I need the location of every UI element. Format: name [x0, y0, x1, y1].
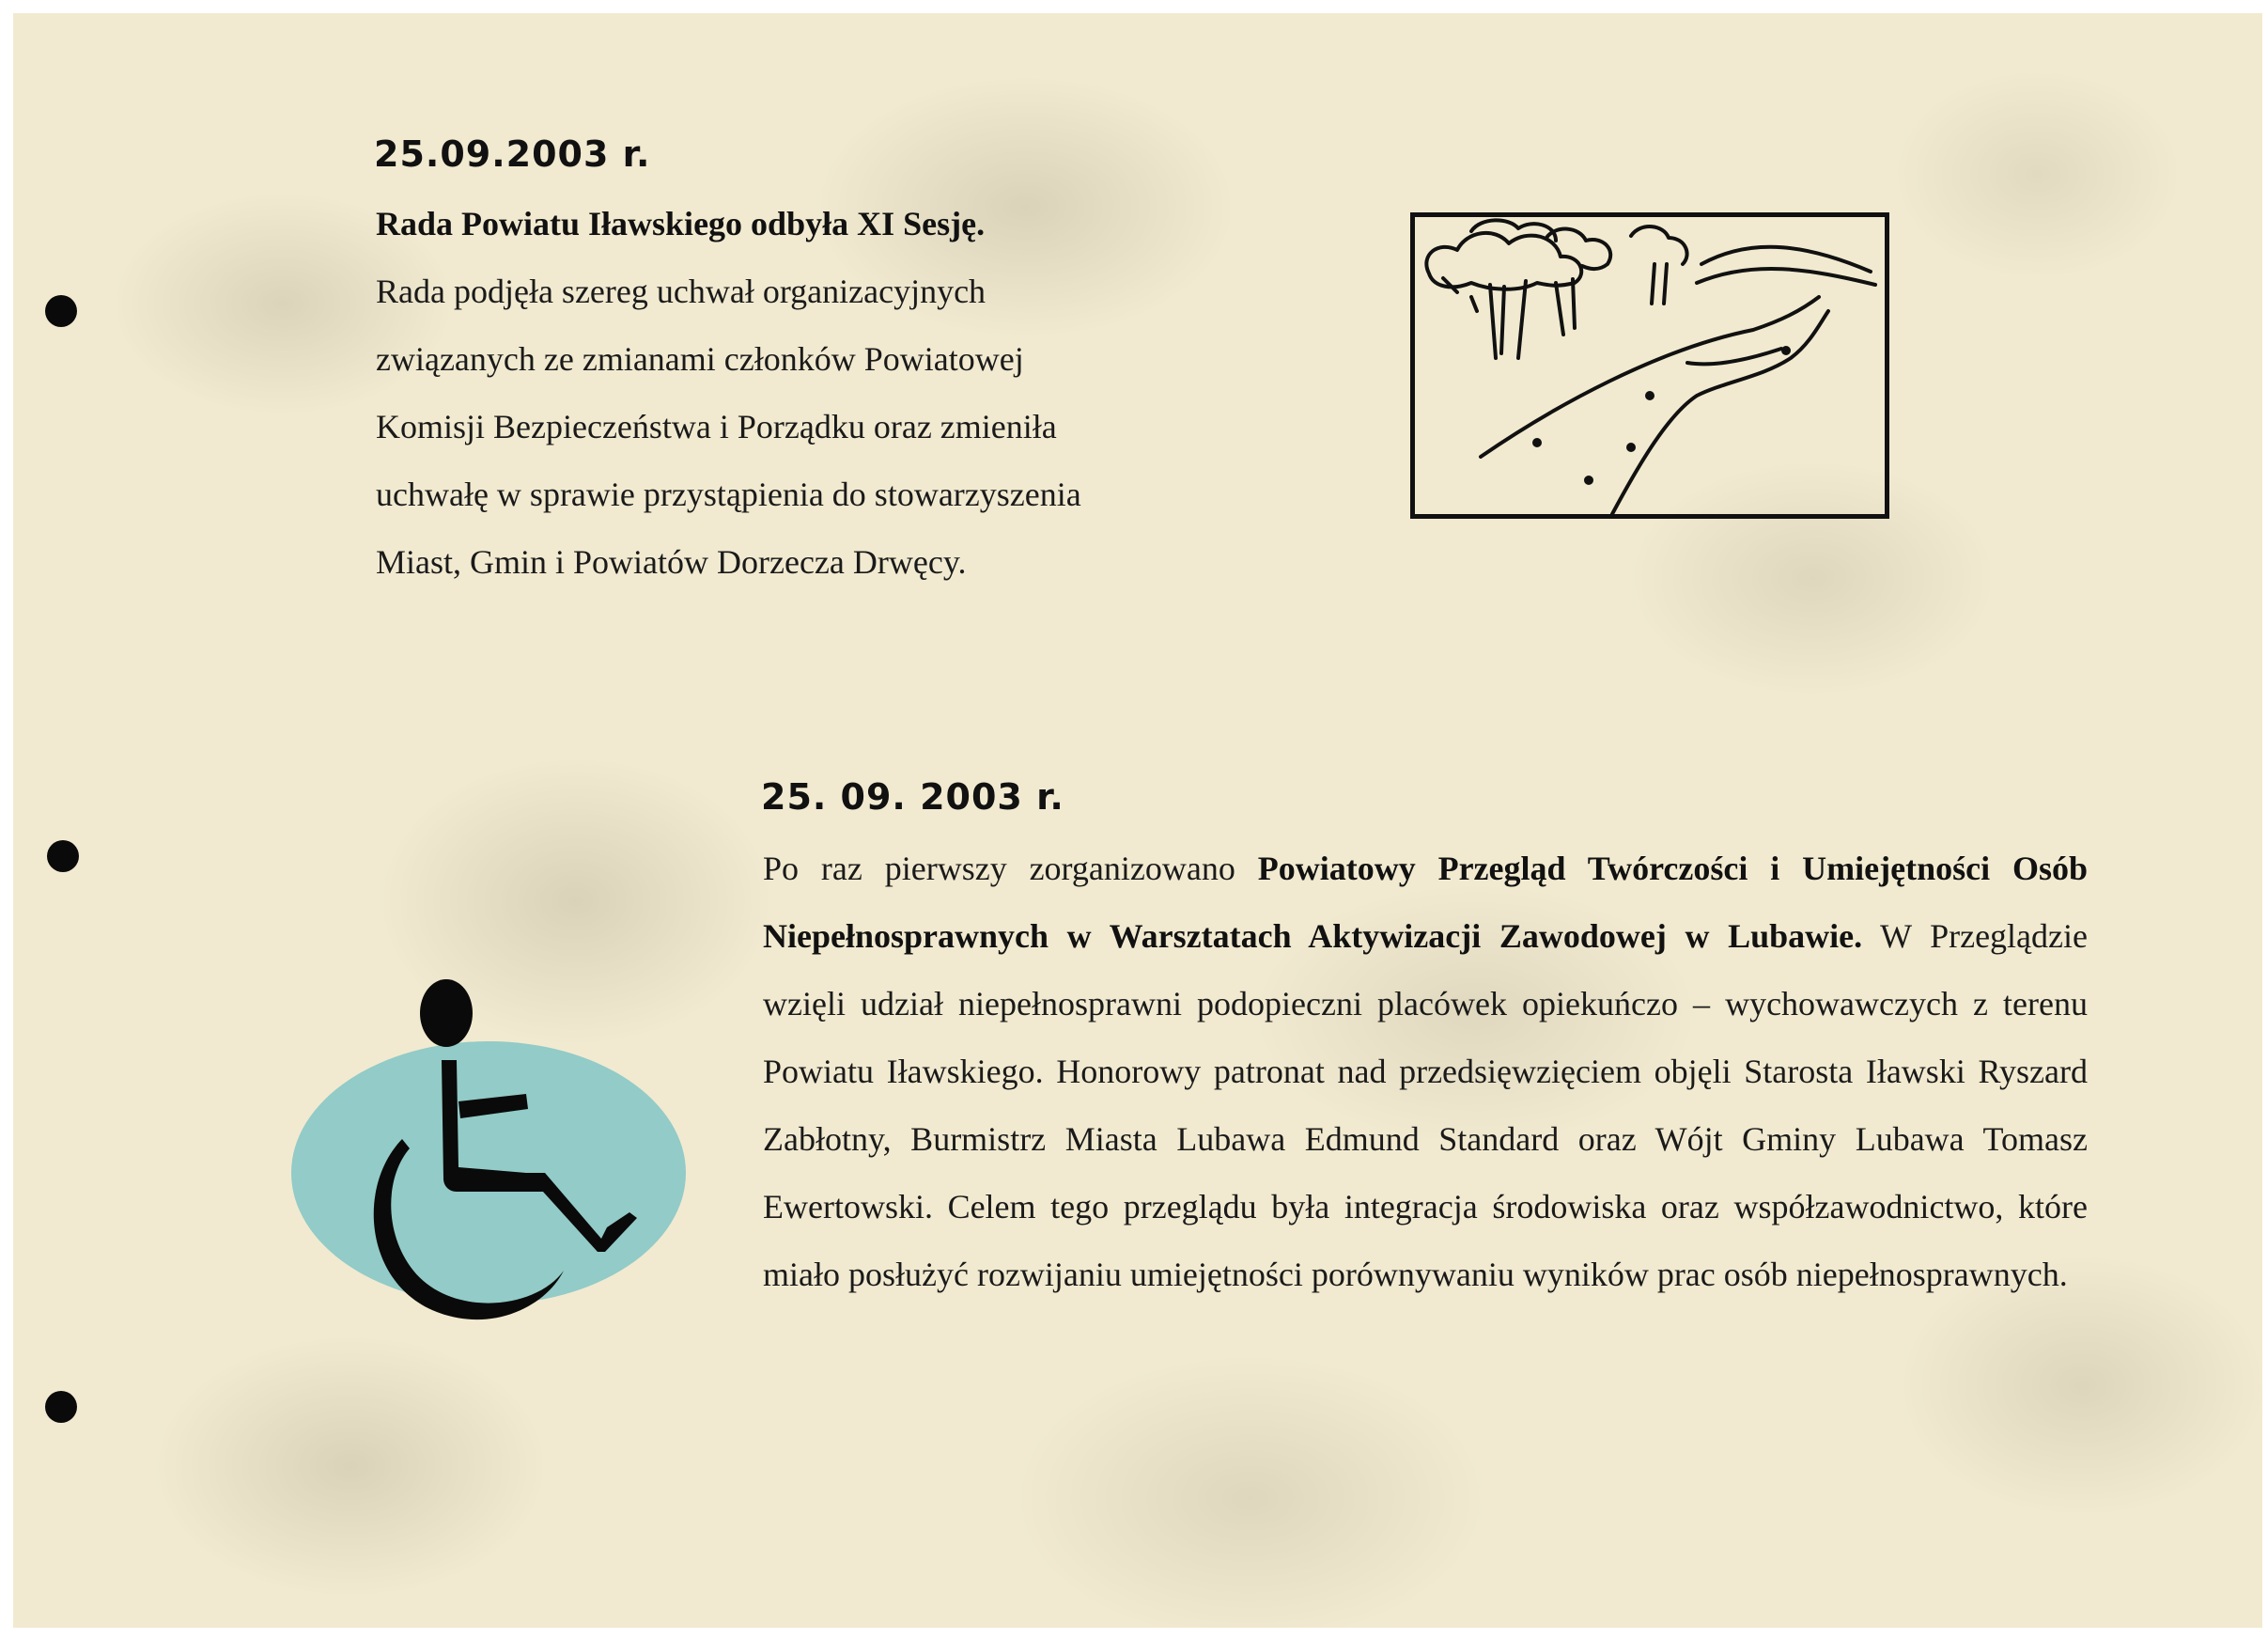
landscape-illustration [1410, 212, 1889, 519]
section1-text [376, 190, 1221, 596]
landscape-trees-icon [1415, 217, 1885, 514]
section1-line-1: Rada podjęła szereg uchwał organizacyjnych [376, 273, 986, 310]
section2-paragraph [763, 835, 2088, 1308]
section2-date: 25. 09. 2003 r. [761, 776, 1064, 818]
section1-line-3: Komisji Bezpieczeństwa i Porządku oraz zmieniła [376, 408, 1057, 445]
section1-headline: Rada Powiatu Iławskiego odbyła XI Sesję. [376, 205, 986, 242]
section1-date: 25.09.2003 r. [374, 133, 651, 175]
section2-intro: Po raz pierwszy zorganizowano [763, 850, 1258, 887]
wheelchair-illustration [291, 970, 697, 1357]
section1-line-2: związanych ze zmianami członków Powiatowej [376, 340, 1024, 378]
section2-text [763, 835, 2088, 1308]
section1-line-5: Miast, Gmin i Powiatów Dorzecza Drwęcy. [376, 543, 967, 581]
section2-body: W Przeglądzie wzięli udział niepełnosprawni podopieczni placówek opiekuńczo – wychowawczych z terenu Powiatu Iławskiego. Honorowy patronat nad przedsięwzięciem objęli Starosta Iławski Ryszard Zabłotny, Burmistrz Miasta Lubawa Edmund Standard oraz Wójt Gminy Lubawa Tomasz Ewertowski. Celem tego przeglądu była integracja środowiska oraz współzawodnictwo, które miało posłużyć rozwijaniu umiejętności porównywaniu wyników prac osób niepełnosprawnych. [763, 917, 2088, 1293]
document-page [13, 13, 2262, 1628]
punch-hole-bottom [45, 1391, 77, 1423]
section1-line-4: uchwałę w sprawie przystąpienia do stowarzyszenia [376, 476, 1081, 513]
punch-hole-top [45, 295, 77, 327]
section2-highlight: Powiatowy Przegląd Twórczości i Umiejętności Osób Niepełnosprawnych w Warsztatach Aktywizacji Zawodowej w Lubawie. [763, 850, 2088, 955]
punch-hole-middle [47, 840, 79, 872]
